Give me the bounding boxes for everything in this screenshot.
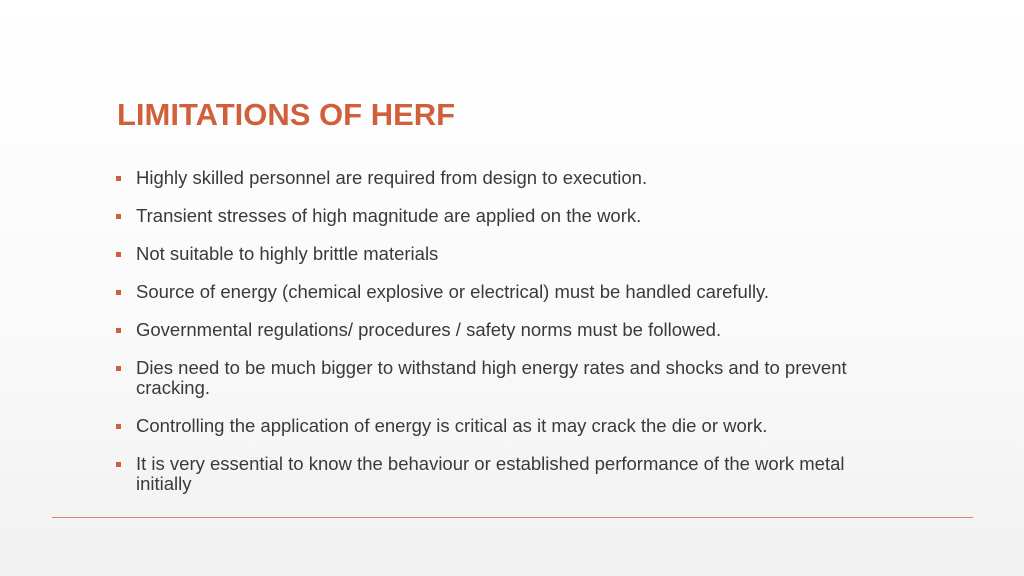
bullet-item <box>116 282 876 302</box>
bullet-text: Source of energy (chemical explosive or electrical) must be handled carefully. <box>136 281 770 302</box>
square-bullet-icon <box>116 214 121 219</box>
square-bullet-icon <box>116 328 121 333</box>
square-bullet-icon <box>116 462 121 467</box>
bullet-text: It is very essential to know the behaviour or established performance of the work metal initially <box>136 453 845 494</box>
bullet-item <box>116 168 876 188</box>
bullet-item <box>116 206 876 226</box>
bullet-item <box>116 358 876 398</box>
bullet-text: Controlling the application of energy is critical as it may crack the die or work. <box>136 415 768 436</box>
slide-title: LIMITATIONS OF HERF <box>117 97 456 132</box>
square-bullet-icon <box>116 290 121 295</box>
bullet-item <box>116 244 876 264</box>
bullet-list <box>116 168 876 512</box>
bullet-item <box>116 416 876 436</box>
bullet-text: Dies need to be much bigger to withstand high energy rates and shocks and to prevent cracking. <box>136 357 847 398</box>
square-bullet-icon <box>116 252 121 257</box>
square-bullet-icon <box>116 366 121 371</box>
bullet-text: Transient stresses of high magnitude are applied on the work. <box>136 205 642 226</box>
square-bullet-icon <box>116 424 121 429</box>
footer-divider <box>52 517 973 518</box>
bullet-text: Highly skilled personnel are required from design to execution. <box>136 167 648 188</box>
bullet-item <box>116 454 876 494</box>
bullet-text: Not suitable to highly brittle materials <box>136 243 439 264</box>
bullet-item <box>116 320 876 340</box>
square-bullet-icon <box>116 176 121 181</box>
bullet-text: Governmental regulations/ procedures / safety norms must be followed. <box>136 319 722 340</box>
